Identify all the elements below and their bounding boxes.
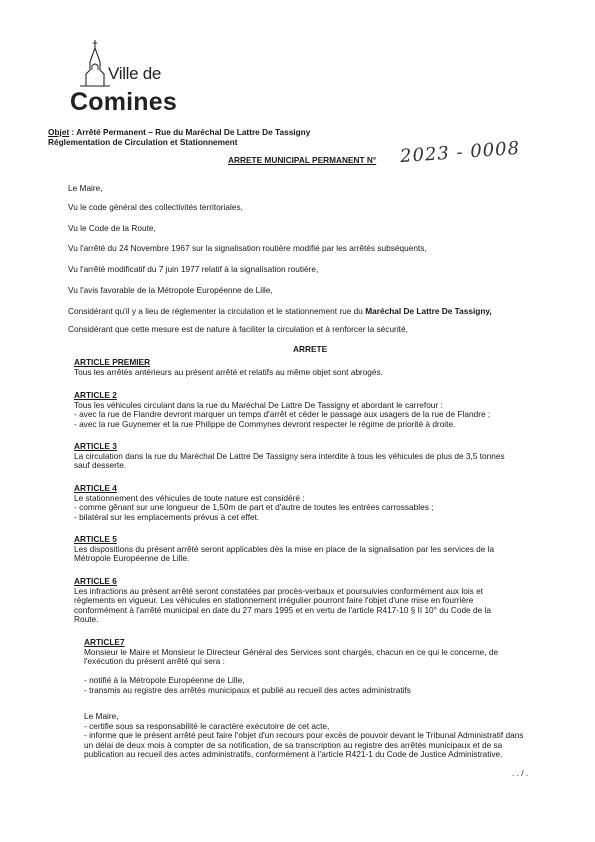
article-6 [74,577,491,625]
article-line: Les infractions au présent arrêté seront constatées par procès-verbaux et poursuivies conformément aux lois et [74,585,484,596]
article-title: ARTICLE 5 [74,534,117,544]
article-title: ARTICLE 4 [74,483,117,493]
article-line: Les dispositions du présent arrêté seront applicables dès la mise en place de la signalisation par les services de la [74,543,495,554]
article-line: sauf desserte. [74,460,127,471]
article-title: ARTICLE PREMIER [74,357,151,367]
considerant-2: Considérant que cette mesure est de nature à faciliter la circulation et à renforcer la sécurité, [68,324,408,334]
objet-label: Objet [48,127,70,137]
article-line: Route. [74,614,99,625]
article-line: Monsieur le Maire et Monsieur le Directeur Général des Services sont chargés, chacun en ce qui le concerne, de [84,646,499,657]
closing-line: un délai de deux mois à compter de sa notification, de sa transcription au registre des arrêtés municipaux et de sa [84,739,503,750]
article-line: - transmis au registre des arrêtés municipaux et publié au recueil des actes administratifs [84,684,411,695]
preamble-line: Le Maire, [68,183,103,193]
considerant-1 [68,306,492,316]
article-5 [74,535,494,564]
closing-maire: Le Maire, [84,711,119,721]
logo [70,40,190,120]
article-2 [74,391,490,429]
article-4 [74,484,433,522]
article-line: Métropole Européenne de Lille. [74,553,190,564]
article-line: Le stationnement des véhicules de toute nature est considéré : [74,492,305,503]
preamble-line: Vu le Code de la Route, [68,223,156,233]
article-line: - avec la rue Guynemer et la rue Philippe de Commynes devront respecter le régime de priorité à droite. [74,418,456,429]
logo-ville: Ville de [108,64,162,83]
preamble-line: Vu le code général des collectivités territoriales, [68,202,243,212]
article-3 [74,442,505,471]
article-title: ARTICLE 6 [74,576,117,586]
article-title: ARTICLE 2 [74,390,117,400]
article-line: - notifié à la Métropole Européenne de Lille, [84,675,245,686]
arrete-heading: ARRETE [293,344,328,354]
arrete-number-handwritten: 2023 - 0008 [399,137,521,168]
article-line: Tous les véhicules circulant dans la rue du Maréchal De Lattre De Tassigny et abordant le carrefour : [74,399,443,410]
considerant-1-street: Maréchal De Lattre De Tassigny, [365,306,492,316]
preamble-line: Vu l'avis favorable de la Métropole Européenne de Lille, [68,285,273,295]
article-7 [84,638,498,696]
article-line: - bilatéral sur les emplacements prévus à cet effet. [74,511,260,522]
church-spire-icon [78,40,112,90]
closing-block [84,712,523,760]
objet-line [48,127,310,137]
objet-text: : Arrêté Permanent – Rue du Maréchal De Lattre De Tassigny [69,127,311,137]
article-line: conformément à l'arrêté municipal en date du 27 mars 1995 et en vertu de l'article R417-10 § II 10° du Code de la [74,604,491,615]
logo-commune: Comines [70,88,177,116]
preamble-line: Vu l'arrêté du 24 Novembre 1967 sur la signalisation routière modifié par les arrêtés subséquents, [68,243,427,253]
article-line: Tous les arrêtés antérieurs au présent arrêté et relatifs au même objet sont abrogés. [74,366,383,377]
article-line: - avec la rue de Flandre devront marquer un temps d'arrêt et céder le passage aux usagers de la rue de Flandre ; [74,409,491,420]
closing-line: - certifie sous sa responsabilité le caractère exécutoire de cet acte, [84,720,330,731]
closing-line: publication au recueil des actes administratifs, conformément à l'article R421-1 du Code de Justice Administrative. [84,749,503,760]
article-title: ARTICLE7 [84,637,125,647]
article-line: - comme gênant sur une longueur de 1,50m de part et d'autre de toutes les entrées carrossables ; [74,502,434,513]
article-line: l'exécution du présent arrêté qui sera : [84,656,225,667]
continuation-mark: . . / . [512,768,529,778]
article-premier [74,358,383,377]
objet-line2: Réglementation de Circulation et Stationnement [48,137,238,147]
closing-line: - informe que le présent arrêté peut faire l'objet d'un recours pour excès de pouvoir devant le Tribunal Administratif dans [84,730,524,741]
article-line: règlements en vigueur. Les véhicules en stationnement irrégulier pourront faire l'objet d'une mise en fourrière [74,595,474,606]
preamble-line: Vu l'arrêté modificatif du 7 juin 1977 relatif à la signalisation routière, [68,264,319,274]
article-title: ARTICLE 3 [74,441,117,451]
article-line: La circulation dans la rue du Maréchal De Lattre De Tassigny sera interdite à tous les véhicules de plus de 3,5 tonnes [74,450,505,461]
arrete-title: ARRETE MUNICIPAL PERMANENT N° [228,155,377,165]
considerant-1-text: Considérant qu'il y a lieu de réglementer la circulation et le stationnement rue du [68,306,366,316]
